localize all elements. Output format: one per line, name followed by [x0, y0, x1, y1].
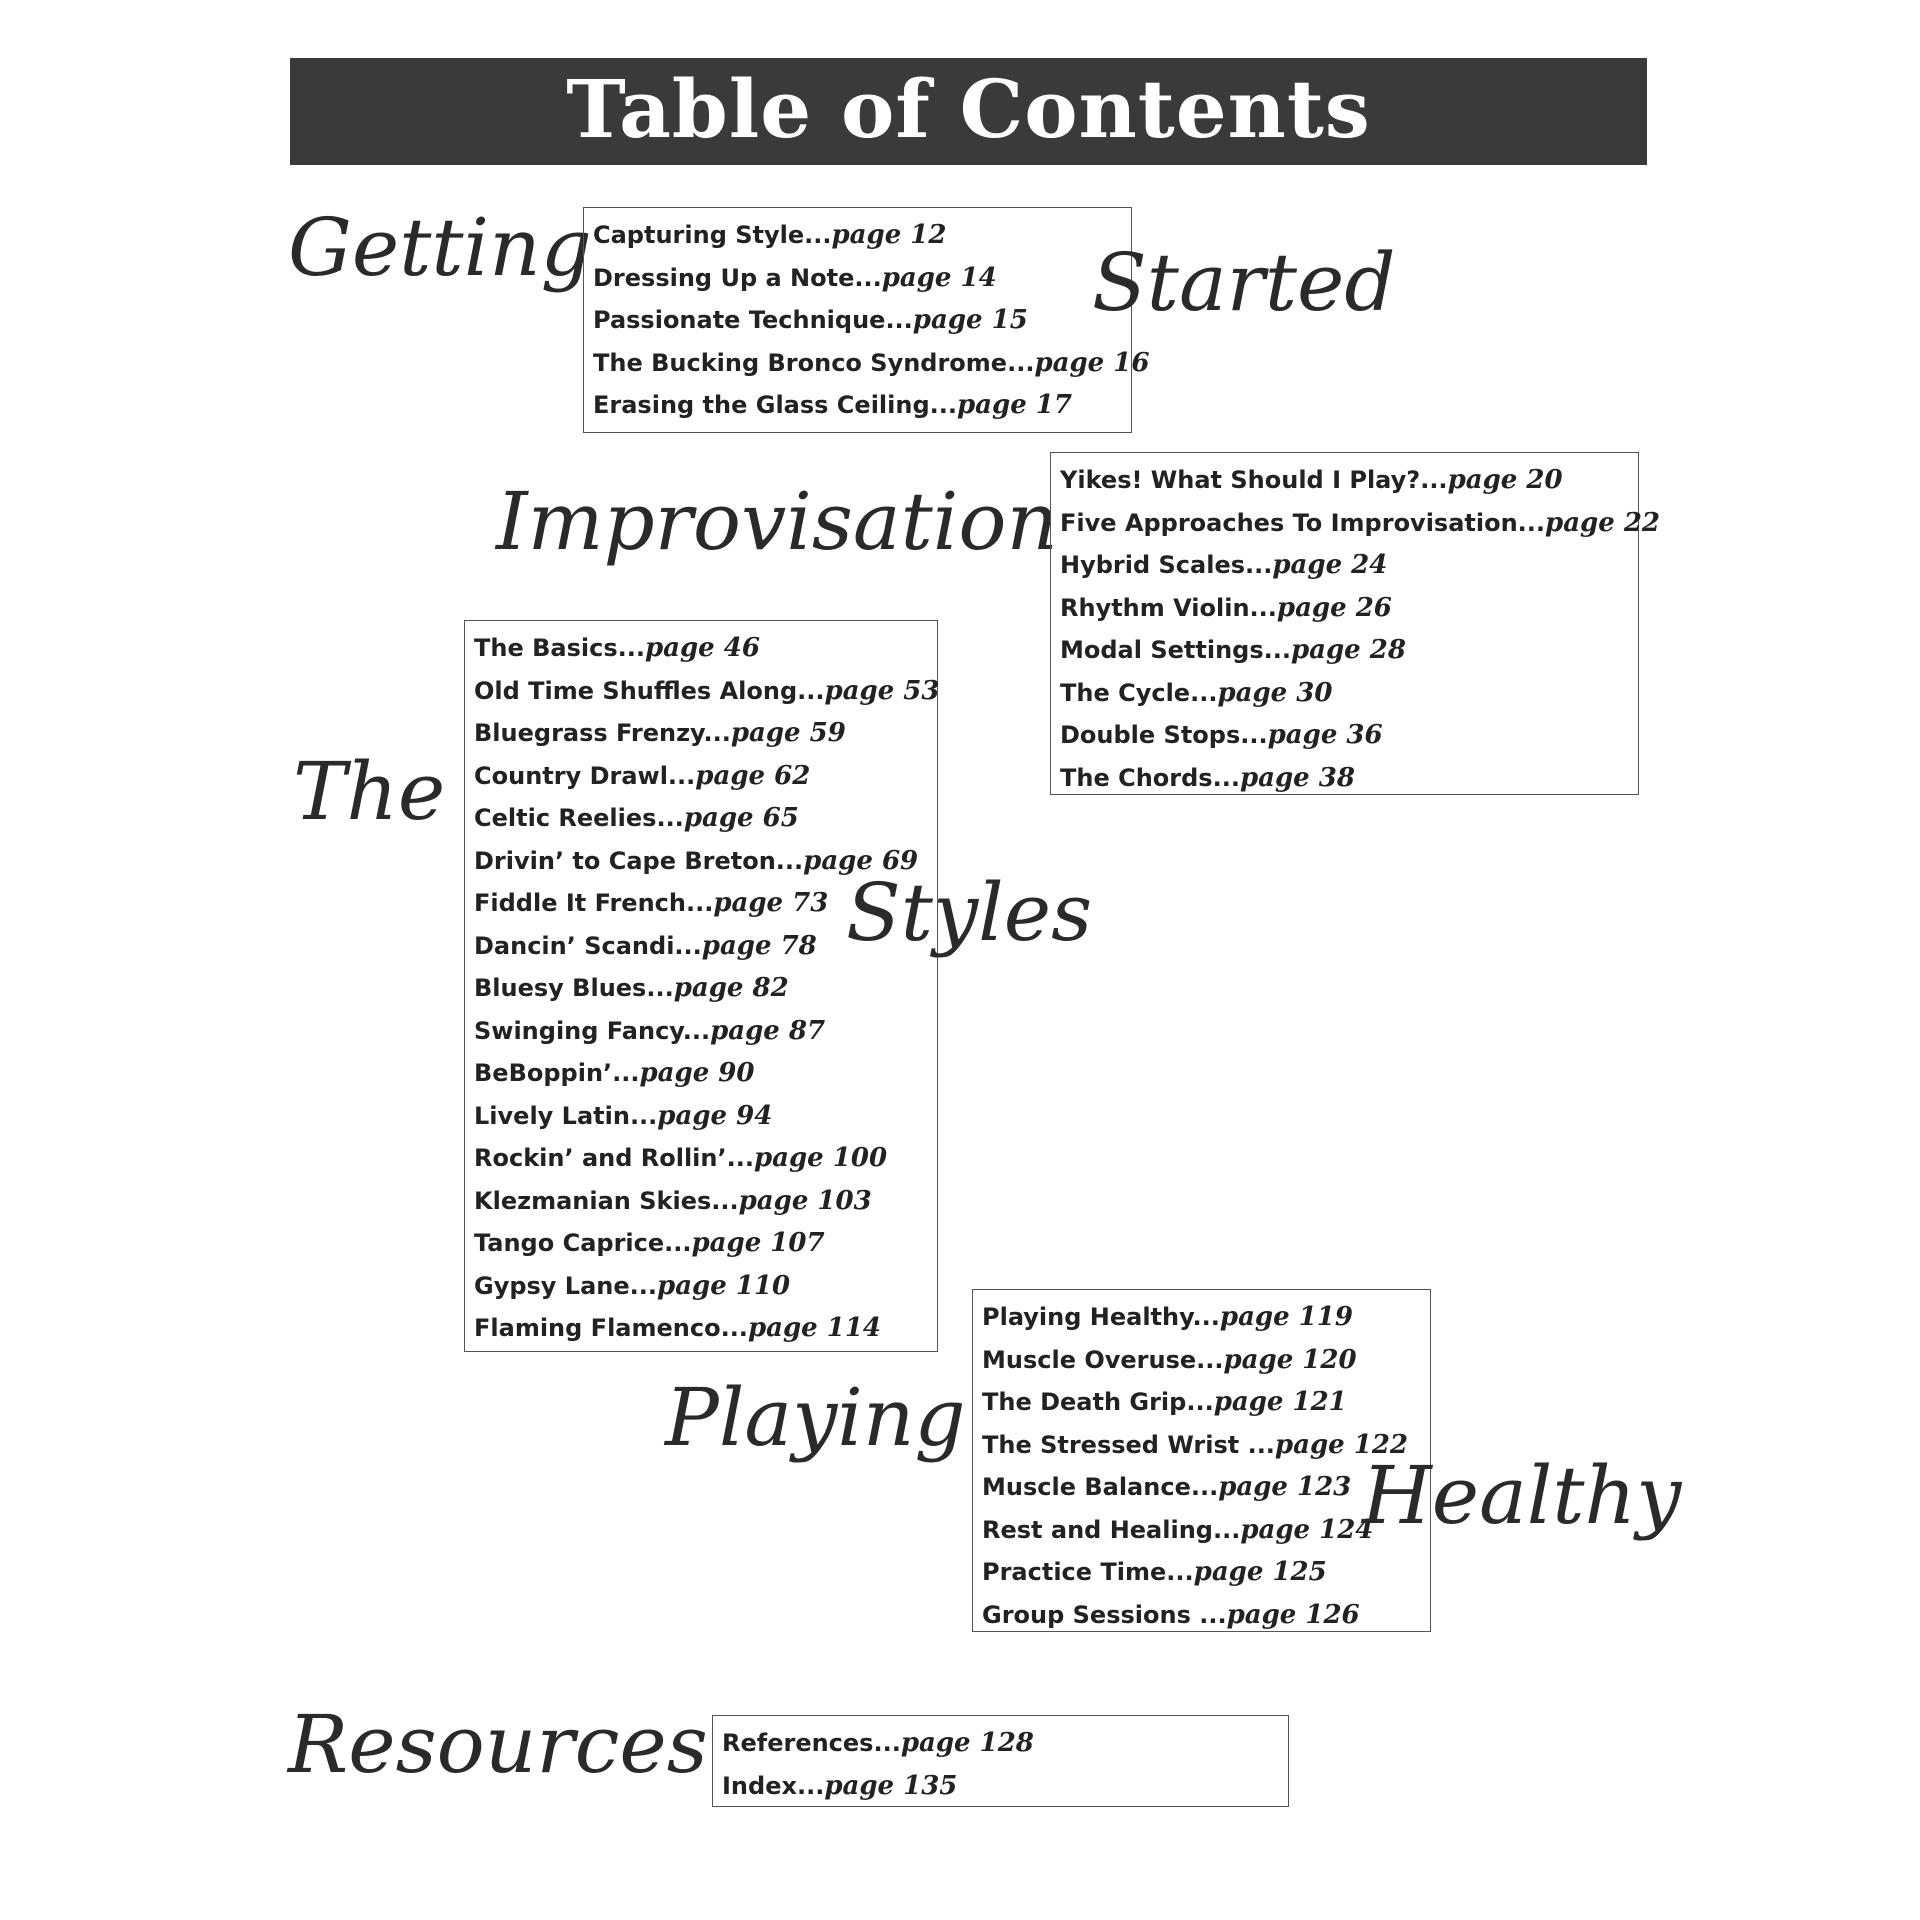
toc-entry-page: page 28 [1290, 635, 1406, 665]
toc-entry-label: Rest and Healing... [982, 1515, 1241, 1544]
toc-entry-page: page 46 [644, 633, 760, 663]
section-word-getting: Getting [288, 201, 592, 294]
toc-entry-label: Passionate Technique... [593, 306, 913, 334]
toc-entry-page: page 36 [1267, 720, 1383, 750]
toc-entry-page: page 103 [738, 1185, 872, 1216]
section-box-resources [712, 1715, 1289, 1807]
toc-entry-page: page 30 [1217, 677, 1333, 708]
toc-entry-label: Fiddle It French... [474, 889, 714, 917]
toc-entry-label: Muscle Balance... [982, 1473, 1219, 1501]
toc-entry-page: page 69 [803, 845, 919, 876]
toc-entry-label: The Basics... [474, 634, 645, 662]
toc-entry-page: page 110 [657, 1270, 791, 1301]
toc-entry [474, 1095, 937, 1138]
toc-entry-page: page 16 [1034, 347, 1150, 378]
toc-entry-page: page 123 [1218, 1472, 1352, 1502]
toc-entry-page: page 65 [683, 803, 799, 833]
toc-entry-label: Flaming Flamenco... [474, 1314, 748, 1342]
toc-entry [474, 670, 940, 713]
toc-entry-page: page 62 [695, 760, 811, 791]
toc-entry [982, 1594, 1430, 1637]
section-box-improvisation [1050, 452, 1661, 795]
toc-entry-page: page 12 [831, 220, 947, 250]
toc-entry [982, 1296, 1430, 1339]
section-box-the-styles [464, 620, 938, 1352]
toc-entry-page: page 22 [1545, 507, 1661, 538]
toc-entry-page: page 121 [1213, 1387, 1347, 1417]
toc-entry-label: Klezmanian Skies... [474, 1186, 739, 1215]
section-word-resources: Resources [288, 1698, 708, 1791]
toc-entry [982, 1381, 1430, 1424]
toc-entry [1060, 757, 1638, 800]
toc-entry-label: Group Sessions ... [982, 1600, 1227, 1629]
toc-entry [1060, 544, 1638, 587]
toc-entry-label: Rockin’ and Rollin’... [474, 1144, 754, 1172]
toc-entry-page: page 15 [912, 305, 1028, 335]
toc-entry [722, 1765, 1288, 1808]
toc-entry [982, 1551, 1430, 1594]
toc-entry [593, 257, 1131, 300]
section-word-healthy: Healthy [1362, 1449, 1682, 1542]
toc-entry-label: The Chords... [1060, 763, 1240, 792]
toc-entry [474, 1137, 937, 1180]
toc-entry-label: Old Time Shuffles Along... [474, 676, 825, 705]
toc-entry-label: Swinging Fancy... [474, 1016, 711, 1045]
toc-entry-label: Five Approaches To Improvisation... [1060, 508, 1546, 537]
toc-entry-label: Country Drawl... [474, 761, 696, 790]
toc-entry-label: The Stressed Wrist ... [982, 1430, 1275, 1459]
toc-entry [1060, 714, 1638, 757]
toc-entry [474, 1180, 937, 1223]
toc-entry-label: Double Stops... [1060, 721, 1268, 749]
toc-entry [1060, 672, 1638, 715]
toc-entry [474, 1052, 937, 1095]
toc-entry [1060, 587, 1638, 630]
toc-entry-label: Tango Caprice... [474, 1229, 692, 1257]
toc-entry-label: The Death Grip... [982, 1388, 1214, 1416]
toc-entry-label: Bluegrass Frenzy... [474, 719, 731, 747]
toc-entry [474, 1010, 937, 1053]
toc-entry-page: page 82 [673, 973, 789, 1003]
toc-entry-page: page 20 [1447, 465, 1563, 495]
toc-entry-label: Dancin’ Scandi... [474, 931, 702, 960]
toc-entry-label: Muscle Overuse... [982, 1345, 1224, 1374]
toc-entry-page: page 124 [1240, 1514, 1374, 1545]
toc-entry-label: The Cycle... [1060, 678, 1218, 707]
toc-entry-label: Celtic Reelies... [474, 804, 684, 832]
toc-entry-label: Modal Settings... [1060, 636, 1291, 664]
toc-entry-label: Bluesy Blues... [474, 974, 674, 1002]
toc-entry-page: page 38 [1239, 762, 1355, 793]
toc-entry-label: Dressing Up a Note... [593, 263, 882, 292]
toc-entry-label: Drivin’ to Cape Breton... [474, 846, 804, 875]
toc-entry-page: page 94 [657, 1100, 773, 1131]
toc-entry [593, 299, 1131, 342]
toc-entry [474, 627, 937, 670]
toc-entry-page: page 17 [956, 390, 1072, 420]
toc-entry-label: References... [722, 1729, 901, 1757]
toc-entry-label: Hybrid Scales... [1060, 551, 1273, 579]
toc-entry-label: Index... [722, 1771, 825, 1800]
toc-entry-label: Practice Time... [982, 1558, 1194, 1586]
toc-entry [722, 1722, 1288, 1765]
toc-entry-page: page 26 [1276, 592, 1392, 623]
toc-entry [1060, 629, 1638, 672]
toc-entry [593, 384, 1131, 427]
toc-entry-page: page 114 [747, 1313, 882, 1343]
toc-entry-page: page 87 [710, 1015, 826, 1046]
toc-entry-label: Playing Healthy... [982, 1303, 1220, 1331]
toc-entry-page: page 73 [713, 888, 829, 918]
toc-entry-page: page 24 [1272, 550, 1388, 580]
toc-entry [474, 1222, 937, 1265]
toc-entry-label: Capturing Style... [593, 221, 832, 249]
toc-entry-page: page 126 [1226, 1599, 1360, 1630]
section-word-the: The [293, 745, 446, 838]
toc-entry-page: page 128 [900, 1728, 1034, 1758]
toc-entry [474, 755, 937, 798]
section-box-getting-started [583, 207, 1150, 433]
toc-entry-page: page 125 [1193, 1557, 1327, 1587]
toc-entry [982, 1339, 1430, 1382]
section-word-playing: Playing [665, 1371, 966, 1464]
toc-entry [1060, 502, 1661, 545]
toc-entry-page: page 14 [881, 262, 997, 293]
toc-entry-label: Gypsy Lane... [474, 1271, 658, 1300]
page-title: Table of Contents [566, 61, 1371, 156]
toc-entry-page: page 78 [701, 930, 817, 961]
toc-entry-page: page 107 [691, 1228, 825, 1258]
toc-entry-page: page 122 [1274, 1429, 1408, 1460]
section-word-started: Started [1092, 236, 1396, 329]
title-banner [290, 58, 1647, 165]
toc-entry-page: page 53 [824, 675, 940, 706]
toc-entry [474, 1307, 937, 1350]
toc-entry [593, 214, 1131, 257]
toc-entry-label: Erasing the Glass Ceiling... [593, 391, 957, 419]
toc-entry-page: page 120 [1223, 1344, 1357, 1375]
toc-entry-page: page 100 [753, 1143, 888, 1173]
toc-entry [474, 1265, 937, 1308]
toc-entry-label: Yikes! What Should I Play?... [1060, 466, 1448, 494]
section-word-improvisation: Improvisation [496, 475, 1059, 568]
toc-entry-page: page 90 [639, 1058, 755, 1088]
toc-entry-label: Lively Latin... [474, 1101, 658, 1130]
toc-entry-label: The Bucking Bronco Syndrome... [593, 348, 1035, 377]
toc-entry [1060, 459, 1638, 502]
toc-entry-page: page 59 [730, 718, 846, 748]
toc-entry [593, 342, 1150, 385]
toc-entry-page: page 119 [1219, 1302, 1353, 1332]
toc-entry-label: Rhythm Violin... [1060, 593, 1277, 622]
section-word-styles: Styles [846, 866, 1093, 959]
toc-entry [474, 712, 937, 755]
toc-entry-label: BeBoppin’... [474, 1059, 640, 1087]
toc-entry-page: page 135 [824, 1770, 958, 1801]
toc-entry [474, 967, 937, 1010]
toc-entry [474, 797, 937, 840]
